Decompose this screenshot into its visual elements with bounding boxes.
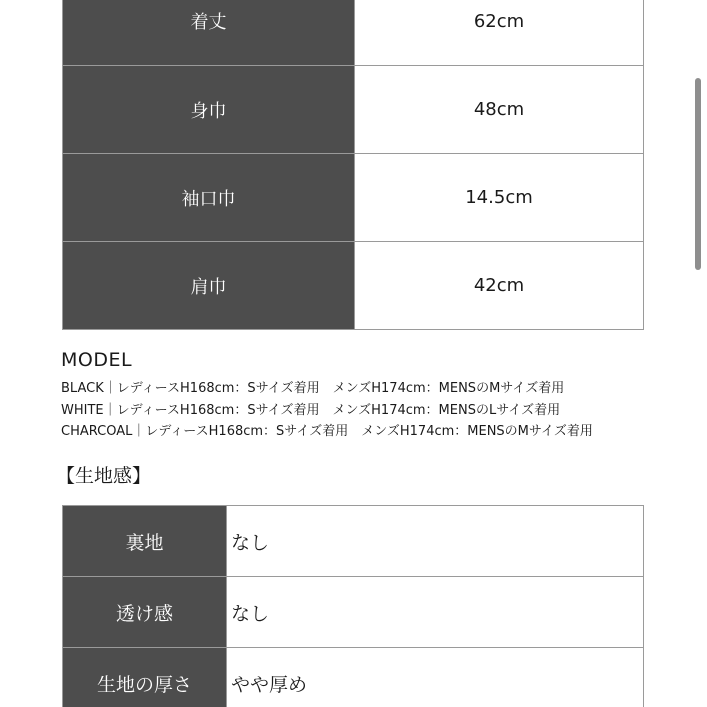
fabric-value-sheerness: なし bbox=[227, 577, 644, 648]
table-row bbox=[63, 577, 644, 648]
fabric-value-thickness: やや厚め bbox=[227, 648, 644, 707]
fabric-table bbox=[62, 505, 644, 707]
size-label-shoulder-width: 肩巾 bbox=[63, 242, 355, 330]
model-info bbox=[61, 378, 593, 443]
table-row bbox=[63, 506, 644, 577]
vertical-scrollbar[interactable] bbox=[695, 78, 701, 270]
table-row bbox=[63, 242, 644, 330]
model-line-charcoal: CHARCOAL｜レディースH168cm：Sサイズ着用 メンズH174cm：MENSのMサイズ着用 bbox=[61, 424, 593, 439]
model-line-black: BLACK｜レディースH168cm：Sサイズ着用 メンズH174cm：MENSのMサイズ着用 bbox=[61, 381, 565, 396]
size-value-shoulder-width: 42cm bbox=[355, 242, 644, 330]
table-row bbox=[63, 648, 644, 707]
size-label-length: 着丈 bbox=[63, 0, 355, 66]
size-value-cuff-width: 14.5cm bbox=[355, 154, 644, 242]
fabric-label-sheerness: 透け感 bbox=[63, 577, 227, 648]
size-label-cuff-width: 袖口巾 bbox=[63, 154, 355, 242]
fabric-label-lining: 裏地 bbox=[63, 506, 227, 577]
size-value-width: 48cm bbox=[355, 66, 644, 154]
model-line-white: WHITE｜レディースH168cm：Sサイズ着用 メンズH174cm：MENSのLサイズ着用 bbox=[61, 402, 561, 418]
size-label-width: 身巾 bbox=[63, 66, 355, 154]
table-row bbox=[63, 154, 644, 242]
fabric-label-thickness: 生地の厚さ bbox=[63, 648, 227, 707]
table-row bbox=[63, 0, 644, 66]
fabric-value-lining: なし bbox=[227, 506, 644, 577]
fabric-heading: 【生地感】 bbox=[56, 465, 152, 487]
model-heading: MODEL bbox=[61, 349, 133, 371]
size-table bbox=[62, 0, 644, 330]
size-value-length: 62cm bbox=[355, 0, 644, 66]
table-row bbox=[63, 66, 644, 154]
